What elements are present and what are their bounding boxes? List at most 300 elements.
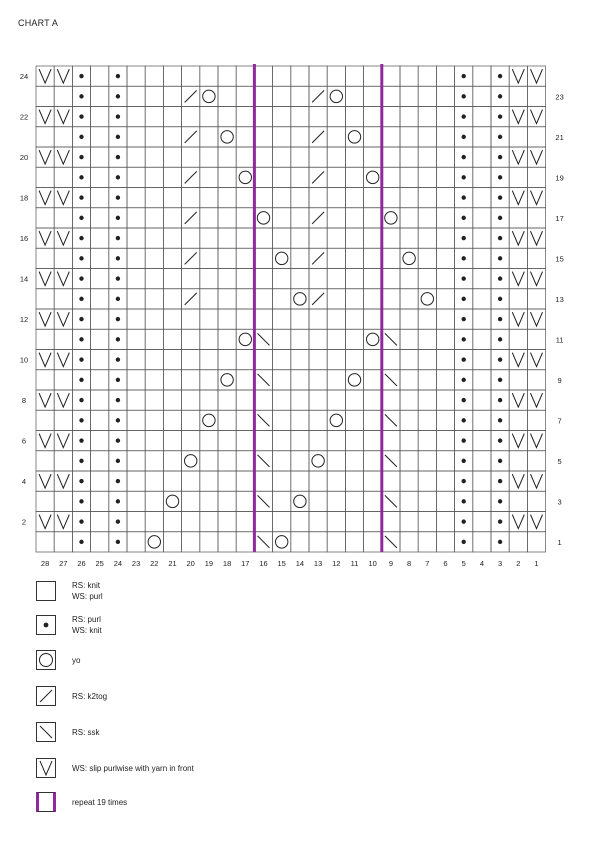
chart-cell xyxy=(91,390,109,410)
chart-cell xyxy=(473,208,491,228)
chart-cell xyxy=(527,248,545,268)
column-number: 16 xyxy=(259,559,268,568)
purl-dot-icon xyxy=(79,398,83,402)
purl-dot-icon xyxy=(79,114,83,118)
slip-v-icon xyxy=(57,110,69,124)
chart-cell xyxy=(273,410,291,430)
yo-circle-icon xyxy=(276,252,288,264)
chart-cell xyxy=(200,491,218,511)
chart-cell xyxy=(218,228,236,248)
purl-dot-icon xyxy=(116,256,120,260)
chart-cell xyxy=(291,370,309,390)
chart-cell xyxy=(309,107,327,127)
chart-cell xyxy=(364,147,382,167)
k2tog-slash-icon xyxy=(36,686,56,706)
row-number-right: 23 xyxy=(555,92,564,102)
chart-cell xyxy=(418,208,436,228)
slip-v-icon xyxy=(531,191,543,205)
chart-cell xyxy=(400,350,418,370)
purl-dot-icon xyxy=(116,297,120,301)
chart-cell xyxy=(236,512,254,532)
chart-cell xyxy=(145,107,163,127)
chart-cell xyxy=(236,431,254,451)
chart-cell xyxy=(145,289,163,309)
chart-cell xyxy=(364,532,382,552)
chart-cell xyxy=(200,451,218,471)
chart-cell xyxy=(309,228,327,248)
chart-cell xyxy=(236,410,254,430)
chart-cell xyxy=(364,431,382,451)
chart-cell xyxy=(309,471,327,491)
chart-cell xyxy=(236,350,254,370)
legend-item-k2tog-slash xyxy=(36,686,107,706)
chart-cell xyxy=(364,188,382,208)
chart-cell xyxy=(36,451,54,471)
slip-v-icon xyxy=(57,434,69,448)
legend-text xyxy=(72,580,103,602)
chart-cell xyxy=(400,309,418,329)
repeat-box-icon xyxy=(36,792,56,812)
chart-cell xyxy=(327,390,345,410)
chart-cell xyxy=(418,410,436,430)
chart-cell xyxy=(527,370,545,390)
chart-cell xyxy=(145,208,163,228)
k2tog-slash-icon xyxy=(312,131,324,143)
yo-circle-icon xyxy=(312,455,324,467)
chart-cell xyxy=(218,512,236,532)
chart-cell xyxy=(182,512,200,532)
chart-cell xyxy=(400,471,418,491)
purl-dot-icon xyxy=(116,418,120,422)
chart-cell xyxy=(218,471,236,491)
chart-cell xyxy=(145,471,163,491)
purl-dot-icon xyxy=(116,175,120,179)
row-number-left: 16 xyxy=(19,234,29,244)
row-number-left: 2 xyxy=(21,517,27,527)
purl-dot-icon xyxy=(79,256,83,260)
chart-cell xyxy=(291,147,309,167)
purl-dot-icon xyxy=(79,540,83,544)
chart-cell xyxy=(254,107,272,127)
chart-cell xyxy=(327,370,345,390)
chart-cell xyxy=(182,228,200,248)
chart-cell xyxy=(273,451,291,471)
chart-cell xyxy=(91,309,109,329)
slip-v-icon xyxy=(531,69,543,83)
chart-cell xyxy=(163,309,181,329)
chart-cell xyxy=(163,471,181,491)
purl-dot-icon xyxy=(116,114,120,118)
purl-dot-icon xyxy=(462,438,466,442)
chart-cell xyxy=(382,269,400,289)
chart-cell xyxy=(200,127,218,147)
column-number: 21 xyxy=(168,559,177,568)
chart-cell xyxy=(127,208,145,228)
chart-cell xyxy=(527,329,545,349)
chart-cell xyxy=(145,491,163,511)
chart-cell xyxy=(436,451,454,471)
purl-dot-icon xyxy=(498,297,502,301)
purl-dot-icon xyxy=(462,276,466,280)
purl-dot-icon xyxy=(79,195,83,199)
chart-cell xyxy=(436,512,454,532)
legend-item-slip-v xyxy=(36,758,194,778)
chart-cell xyxy=(91,228,109,248)
chart-cell xyxy=(327,350,345,370)
chart-cell xyxy=(382,350,400,370)
chart-cell xyxy=(527,167,545,187)
chart-cell xyxy=(163,289,181,309)
chart-cell xyxy=(382,188,400,208)
chart-cell xyxy=(436,188,454,208)
slip-v-icon xyxy=(512,150,524,164)
purl-dot-icon xyxy=(498,459,502,463)
purl-dot-icon xyxy=(116,540,120,544)
chart-cell xyxy=(400,269,418,289)
column-number: 25 xyxy=(95,559,104,568)
chart-cell xyxy=(291,208,309,228)
column-number: 4 xyxy=(479,559,484,568)
purl-dot-icon xyxy=(498,357,502,361)
purl-dot-icon xyxy=(116,398,120,402)
chart-cell xyxy=(254,228,272,248)
chart-cell xyxy=(327,309,345,329)
yo-circle-icon xyxy=(203,90,215,102)
chart-cell xyxy=(145,431,163,451)
chart-cell xyxy=(418,269,436,289)
chart-cell xyxy=(127,431,145,451)
purl-dot-icon xyxy=(116,155,120,159)
chart-cell xyxy=(127,491,145,511)
chart-cell xyxy=(218,66,236,86)
chart-cell xyxy=(236,248,254,268)
purl-dot-icon xyxy=(79,236,83,240)
chart-cell xyxy=(163,66,181,86)
slip-v-icon xyxy=(531,434,543,448)
chart-cell xyxy=(273,167,291,187)
chart-cell xyxy=(273,107,291,127)
chart-cell xyxy=(309,512,327,532)
row-number-right: 5 xyxy=(557,456,562,466)
chart-cell xyxy=(400,329,418,349)
chart-cell xyxy=(473,167,491,187)
chart-cell xyxy=(200,147,218,167)
chart-cell xyxy=(327,289,345,309)
chart-cell xyxy=(91,107,109,127)
chart-cell xyxy=(436,410,454,430)
chart-cell xyxy=(400,208,418,228)
row-number-right: 21 xyxy=(555,132,564,142)
slip-v-icon xyxy=(512,110,524,124)
chart-cell xyxy=(218,451,236,471)
chart-cell xyxy=(436,350,454,370)
chart-cell xyxy=(163,269,181,289)
chart-cell xyxy=(418,390,436,410)
chart-cell xyxy=(473,66,491,86)
ssk-backslash-icon xyxy=(385,414,397,426)
slip-v-icon xyxy=(512,353,524,367)
purl-dot-icon xyxy=(116,276,120,280)
purl-dot-icon xyxy=(498,155,502,159)
chart-cell xyxy=(145,86,163,106)
column-number: 19 xyxy=(204,559,214,568)
chart-cell xyxy=(36,208,54,228)
purl-dot-icon xyxy=(116,479,120,483)
yo-circle-icon xyxy=(367,333,379,345)
k2tog-slash-icon xyxy=(312,293,324,305)
chart-cell xyxy=(345,86,363,106)
chart-cell xyxy=(345,269,363,289)
chart-cell xyxy=(200,370,218,390)
column-number: 9 xyxy=(388,559,393,568)
slip-v-icon xyxy=(39,150,51,164)
slip-v-icon xyxy=(39,434,51,448)
chart-cell xyxy=(54,491,72,511)
chart-cell xyxy=(327,491,345,511)
chart-cell xyxy=(145,228,163,248)
row-number-right: 17 xyxy=(555,213,564,223)
chart-cell xyxy=(327,451,345,471)
purl-dot-icon xyxy=(498,499,502,503)
legend-line: RS: purl xyxy=(72,615,101,624)
chart-cell xyxy=(36,370,54,390)
chart-cell xyxy=(364,390,382,410)
chart-cell xyxy=(218,248,236,268)
chart-cell xyxy=(127,167,145,187)
legend-line: repeat 19 times xyxy=(72,797,128,807)
column-number: 15 xyxy=(277,559,286,568)
chart-cell xyxy=(236,269,254,289)
chart-cell xyxy=(91,167,109,187)
chart-cell xyxy=(473,390,491,410)
chart-cell xyxy=(382,127,400,147)
chart-cell xyxy=(273,350,291,370)
purl-dot-icon xyxy=(498,175,502,179)
chart-cell xyxy=(145,370,163,390)
purl-dot-icon xyxy=(462,398,466,402)
purl-dot-icon xyxy=(498,216,502,220)
chart-cell xyxy=(400,167,418,187)
chart-cell xyxy=(327,431,345,451)
chart-cell xyxy=(345,208,363,228)
chart-cell xyxy=(309,390,327,410)
legend-text xyxy=(72,691,107,702)
chart-cell xyxy=(327,329,345,349)
chart-cell xyxy=(382,512,400,532)
column-number: 14 xyxy=(295,559,305,568)
slip-v-icon xyxy=(39,69,51,83)
chart-cell xyxy=(309,147,327,167)
chart-cell xyxy=(254,350,272,370)
chart-cell xyxy=(327,228,345,248)
chart-cell xyxy=(163,147,181,167)
chart-cell xyxy=(200,350,218,370)
legend-line: WS: slip purlwise with yarn in front xyxy=(72,763,194,773)
chart-cell xyxy=(364,127,382,147)
chart-cell xyxy=(473,289,491,309)
purl-dot-icon xyxy=(116,216,120,220)
purl-dot-icon xyxy=(79,297,83,301)
chart-cell xyxy=(182,309,200,329)
chart-cell xyxy=(254,309,272,329)
chart-cell xyxy=(182,269,200,289)
legend-text xyxy=(72,727,100,738)
chart-cell xyxy=(473,86,491,106)
column-number: 26 xyxy=(77,559,86,568)
chart-cell xyxy=(273,269,291,289)
chart-cell xyxy=(400,228,418,248)
chart-cell xyxy=(418,188,436,208)
chart-cell xyxy=(509,370,527,390)
chart-cell xyxy=(400,147,418,167)
slip-v-icon xyxy=(512,231,524,245)
chart-cell xyxy=(200,167,218,187)
chart-cell xyxy=(473,188,491,208)
purl-dot-icon xyxy=(79,94,83,98)
purl-dot-icon xyxy=(116,236,120,240)
column-number: 6 xyxy=(443,559,448,568)
purl-dot-icon xyxy=(498,418,502,422)
chart-cell xyxy=(91,289,109,309)
chart-cell xyxy=(127,350,145,370)
chart-cell xyxy=(236,66,254,86)
slip-v-icon xyxy=(39,191,51,205)
purl-dot-icon xyxy=(462,236,466,240)
legend-line: RS: k2tog xyxy=(72,691,108,701)
chart-cell xyxy=(436,228,454,248)
chart-cell xyxy=(200,228,218,248)
chart-cell xyxy=(236,390,254,410)
chart-cell xyxy=(309,66,327,86)
chart-cell xyxy=(509,248,527,268)
chart-cell xyxy=(254,248,272,268)
chart-cell xyxy=(436,370,454,390)
chart-cell xyxy=(182,491,200,511)
chart-cell xyxy=(418,86,436,106)
slip-v-icon xyxy=(39,393,51,407)
purl-dot-icon xyxy=(498,94,502,98)
ssk-backslash-icon xyxy=(385,374,397,386)
slip-v-icon xyxy=(39,272,51,286)
chart-cell xyxy=(163,329,181,349)
row-number-right: 3 xyxy=(557,497,562,507)
chart-cell xyxy=(254,86,272,106)
chart-cell xyxy=(291,350,309,370)
chart-cell xyxy=(364,208,382,228)
chart-cell xyxy=(473,471,491,491)
chart-cell xyxy=(218,147,236,167)
chart-cell xyxy=(509,167,527,187)
chart-cell xyxy=(54,86,72,106)
chart-cell xyxy=(364,86,382,106)
chart-cell xyxy=(218,329,236,349)
yo-circle-icon xyxy=(421,293,433,305)
chart-title: CHART A xyxy=(18,18,59,28)
row-number-right: 9 xyxy=(557,375,562,385)
chart-cell xyxy=(91,370,109,390)
slip-v-icon xyxy=(512,393,524,407)
purl-dot-icon xyxy=(462,357,466,361)
chart-cell xyxy=(254,66,272,86)
slip-v-icon xyxy=(531,515,543,529)
chart-cell xyxy=(91,269,109,289)
chart-cell xyxy=(200,289,218,309)
chart-cell xyxy=(200,431,218,451)
chart-cell xyxy=(291,86,309,106)
chart-cell xyxy=(145,147,163,167)
chart-cell xyxy=(163,410,181,430)
chart-cell xyxy=(309,188,327,208)
chart-cell xyxy=(327,471,345,491)
chart-cell xyxy=(273,147,291,167)
chart-cell xyxy=(527,491,545,511)
chart-cell xyxy=(182,390,200,410)
chart-cell xyxy=(218,309,236,329)
chart-cell xyxy=(436,127,454,147)
chart-cell xyxy=(473,147,491,167)
chart-cell xyxy=(327,248,345,268)
chart-cell xyxy=(91,451,109,471)
chart-cell xyxy=(145,451,163,471)
chart-cell xyxy=(36,86,54,106)
purl-dot-icon xyxy=(498,337,502,341)
chart-cell xyxy=(436,329,454,349)
chart-cell xyxy=(163,532,181,552)
chart-cell xyxy=(418,431,436,451)
legend-line: yo xyxy=(72,655,81,665)
chart-cell xyxy=(436,269,454,289)
chart-cell xyxy=(127,532,145,552)
chart-cell xyxy=(345,350,363,370)
ssk-backslash-icon xyxy=(258,374,270,386)
row-number-right: 11 xyxy=(555,335,564,345)
chart-cell xyxy=(418,127,436,147)
k2tog-slash-icon xyxy=(312,90,324,102)
chart-cell xyxy=(236,451,254,471)
chart-cell xyxy=(382,248,400,268)
column-number: 2 xyxy=(516,559,521,568)
chart-cell xyxy=(163,370,181,390)
purl-dot-icon xyxy=(462,519,466,523)
purl-dot-icon xyxy=(498,398,502,402)
slip-v-icon xyxy=(57,272,69,286)
slip-v-icon xyxy=(531,474,543,488)
legend-item-yo-circle xyxy=(36,650,80,670)
chart-cell xyxy=(254,167,272,187)
column-number: 17 xyxy=(241,559,250,568)
chart-cell xyxy=(254,431,272,451)
chart-cell xyxy=(418,512,436,532)
chart-cell xyxy=(436,248,454,268)
chart-grid xyxy=(36,66,546,552)
chart-cell xyxy=(418,309,436,329)
chart-cell xyxy=(382,228,400,248)
chart-cell xyxy=(36,289,54,309)
chart-cell xyxy=(364,289,382,309)
chart-cell xyxy=(182,188,200,208)
chart-cell xyxy=(345,390,363,410)
purl-dot-icon xyxy=(79,438,83,442)
purl-dot-icon xyxy=(462,135,466,139)
chart-cell xyxy=(473,269,491,289)
row-number-left: 10 xyxy=(19,355,29,365)
chart-cell xyxy=(91,127,109,147)
row-number-left: 20 xyxy=(19,153,29,163)
yo-circle-icon xyxy=(36,650,56,670)
chart-cell xyxy=(473,431,491,451)
chart-cell xyxy=(509,491,527,511)
chart-cell xyxy=(364,309,382,329)
